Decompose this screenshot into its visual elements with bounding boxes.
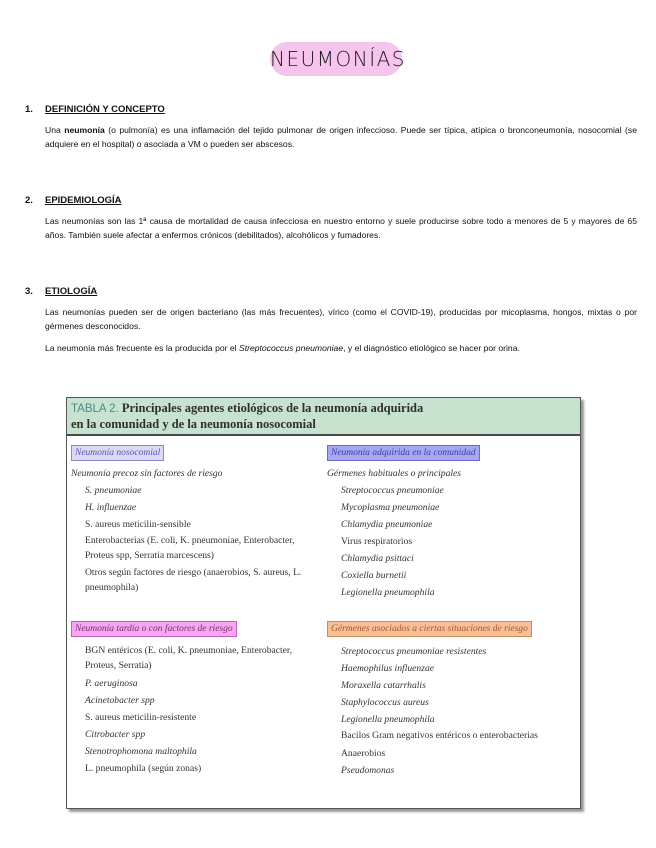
section-number: 1. — [25, 104, 33, 115]
section-etiologia — [25, 286, 637, 355]
list-item: Enterobacterias (E. coli, K. pneumoniae, Enterobacter, Proteus spp, Serratia marcescens) — [85, 535, 295, 561]
list-item: S. pneumoniae — [85, 485, 142, 496]
list-item: Pseudomonas — [341, 765, 395, 776]
list-item: Citrobacter spp — [85, 729, 146, 740]
section-definicion — [25, 104, 637, 151]
list-item: Virus respiratorios — [341, 536, 413, 547]
section-heading: ETIOLOGÍA — [45, 286, 98, 297]
table-title-line2: en la comunidad y de la neumonía nosocomial — [71, 417, 316, 431]
list-item: Moraxella catarrhalis — [341, 680, 426, 691]
section-number: 2. — [25, 195, 33, 206]
list-item: Bacilos Gram negativos entéricos o enterobacterias — [341, 730, 538, 741]
section-heading: DEFINICIÓN Y CONCEPTO — [45, 104, 165, 115]
list-item: Staphylococcus aureus — [341, 697, 429, 708]
table-header — [67, 398, 580, 436]
comunidad-column — [327, 442, 572, 601]
section-paragraph: La neumonía más frecuente es la producida por el Streptococcus pneumoniae, y el diagnóstico etiológico se hacer por orina. — [45, 343, 520, 353]
list-item: BGN entéricos (E. coli, K. pneumoniae, Enterobacter, Proteus, Serratia) — [85, 645, 293, 671]
list-item: Streptococcus pneumoniae — [341, 485, 444, 496]
nosocomial-column — [71, 442, 316, 597]
tardia-column — [71, 618, 316, 777]
list-item: Legionella pneumophila — [341, 587, 435, 598]
tardia-badge: Neumonía tardía o con factores de riesgo — [71, 621, 237, 637]
situaciones-list — [327, 643, 572, 779]
list-item: P. aeruginosa — [85, 678, 138, 689]
nosocomial-badge: Neumonía nosocomial — [71, 445, 164, 461]
section-paragraph: Las neumonías son las 1ª causa de mortalidad de causa infecciosa en nuestro entorno y suele producirse sobre todo a menores de 5 y mayores de 65 años. También suele afectar a enfermos crónicos (debilitados), alcohólicos y fumadores. — [45, 216, 637, 240]
list-subtitle: Neumonía precoz sin factores de riesgo — [71, 468, 223, 479]
section-heading: EPIDEMIOLOGÍA — [45, 195, 122, 206]
section-paragraph: Una neumonía (o pulmonía) es una inflamación del tejido pulmonar de origen infeccioso. Puede ser típica, atípica o bronconeumonía, nosocomial (se adquiere en el hospital) o asociada a VM o pueden ser abscesos. — [45, 125, 637, 149]
section-epidemiologia — [25, 195, 637, 242]
nosocomial-list — [71, 465, 316, 595]
list-item: Streptococcus pneumoniae resistentes — [341, 646, 487, 657]
comunidad-list — [327, 465, 572, 601]
situaciones-column — [327, 618, 572, 779]
list-item: L. pneumophila (según zonas) — [85, 763, 202, 774]
list-item: S. aureus meticilin-resistente — [85, 712, 197, 723]
list-item: Otros según factores de riesgo (anaerobios, S. aureus, L. pneumophila) — [85, 567, 302, 593]
table-title-line1: Principales agentes etiológicos de la neumonía adquirida — [121, 401, 424, 415]
tardia-list — [71, 643, 316, 777]
list-item: Acinetobacter spp — [85, 695, 155, 706]
comunidad-badge: Neumonía adquirida en la comunidad — [327, 445, 480, 461]
list-item: H. influenzae — [85, 502, 137, 513]
list-item: Legionella pneumophila — [341, 714, 435, 725]
list-item: Mycoplasma pneumoniae — [341, 502, 440, 513]
list-subtitle: Gérmenes habituales o principales — [327, 468, 462, 479]
list-item: Stenotrophomona maltophila — [85, 746, 197, 757]
page-title: NEUMONÍAS — [270, 42, 402, 76]
etiology-table — [66, 397, 581, 809]
list-item: Chlamydia psittaci — [341, 553, 414, 564]
section-number: 3. — [25, 286, 33, 297]
situaciones-badge: Gérmenes asociados a ciertas situaciones de riesgo — [327, 621, 532, 637]
list-item: Anaerobios — [341, 748, 386, 759]
list-item: S. aureus meticilin-sensible — [85, 519, 191, 530]
list-item: Haemophilus influenzae — [341, 663, 434, 674]
section-paragraph: Las neumonías pueden ser de origen bacteriano (las más frecuentes), vírico (como el COVID-19), producidas por micoplasma, hongos, mixtas o por gérmenes desconocidos. — [45, 307, 637, 331]
list-item: Chlamydia pneumoniae — [341, 519, 433, 530]
list-item: Coxiella burnetii — [341, 570, 407, 581]
table-label: TABLA 2. — [71, 403, 119, 415]
